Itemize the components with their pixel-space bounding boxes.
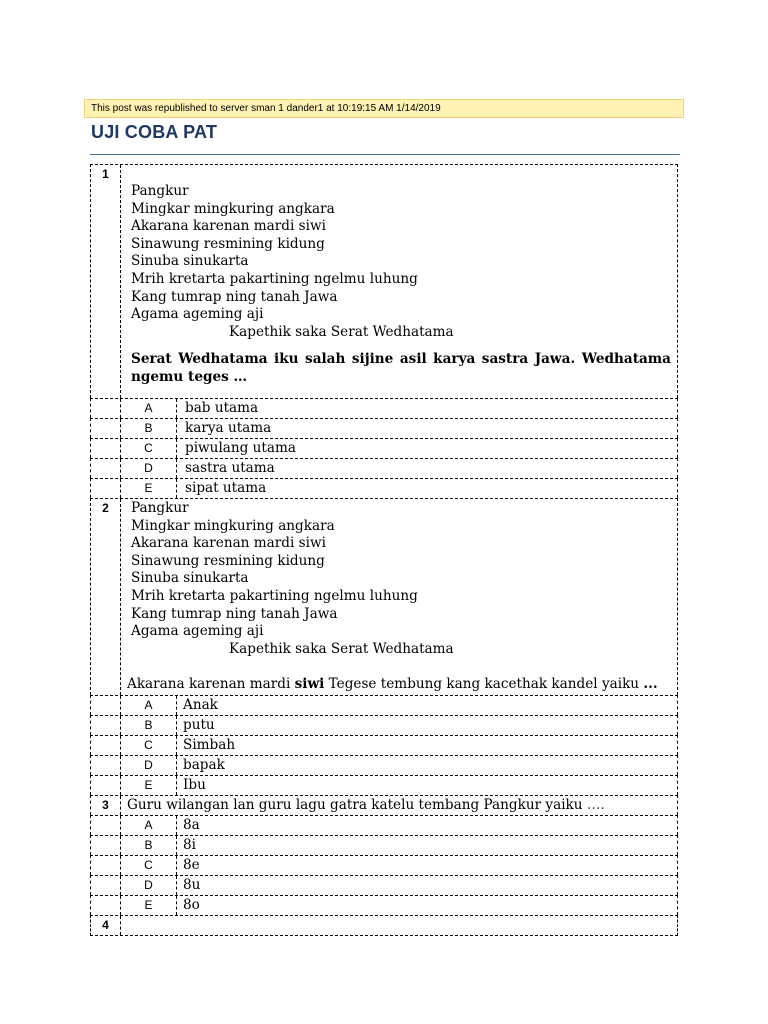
poem-line: Sinuba sinukarta [131, 570, 249, 587]
option-row[interactable] [90, 398, 678, 418]
title-underline [90, 154, 680, 155]
option-text: sipat utama [185, 480, 267, 496]
option-text: 8o [183, 897, 200, 913]
question-number: 3 [91, 796, 121, 815]
option-row[interactable] [90, 735, 678, 755]
option-row[interactable] [90, 895, 678, 915]
poem-line: Pangkur [131, 183, 189, 199]
option-letter: E [121, 479, 177, 498]
poem-line: Mingkar mingkuring angkara [131, 517, 335, 534]
option-row[interactable] [90, 755, 678, 775]
question-body [121, 916, 677, 935]
option-letter: C [121, 439, 177, 458]
option-text: karya utama [185, 420, 272, 436]
option-text: Anak [183, 697, 218, 713]
option-text: 8e [183, 857, 200, 873]
option-text: Ibu [183, 777, 206, 793]
question-row [90, 164, 678, 398]
option-text: Simbah [183, 737, 236, 753]
poem-line: Agama ageming aji [131, 623, 264, 640]
option-row[interactable] [90, 835, 678, 855]
option-text: putu [183, 717, 215, 733]
option-row[interactable] [90, 458, 678, 478]
option-letter: B [121, 419, 177, 438]
option-text: bapak [183, 757, 225, 773]
option-letter: C [121, 856, 177, 875]
option-letter: A [121, 816, 177, 835]
question-row [90, 915, 678, 936]
question-body [121, 796, 677, 815]
poem-line: Mingkar mingkuring angkara [131, 200, 335, 217]
option-row[interactable] [90, 478, 678, 498]
poem-line: Kang tumrap ning tanah Jawa [131, 605, 338, 622]
option-letter: A [121, 696, 177, 715]
poem-line: Sinawung resmining kidung [131, 235, 325, 252]
option-row[interactable] [90, 815, 678, 835]
poem-line: Kang tumrap ning tanah Jawa [131, 288, 338, 305]
poem-line: Mrih kretarta pakartining ngelmu luhung [131, 270, 418, 287]
question-text: Guru wilangan lan guru lagu gatra katelu tembang Pangkur yaiku [127, 797, 583, 813]
option-letter: A [121, 399, 177, 418]
poem-line: Sinuba sinukarta [131, 253, 249, 270]
poem-line: Sinawung resmining kidung [131, 552, 325, 569]
question-number: 2 [91, 499, 121, 695]
option-row[interactable] [90, 418, 678, 438]
option-letter: C [121, 736, 177, 755]
option-row[interactable] [90, 775, 678, 795]
poem-line: Pangkur [131, 500, 189, 516]
option-letter: D [121, 876, 177, 895]
question-text: Serat Wedhatama iku salah sijine asil karya sastra Jawa. Wedhatama ngemu teges … [131, 351, 671, 385]
question-row [90, 498, 678, 695]
option-row[interactable] [90, 695, 678, 715]
question-text-bold: siwi [294, 676, 325, 693]
poem-line: Akarana karenan mardi siwi [131, 535, 326, 552]
question-text-end: ... [643, 676, 658, 693]
option-letter: D [121, 459, 177, 478]
poem-citation: Kapethik saka Serat Wedhatama [229, 640, 454, 657]
question-number: 4 [91, 916, 121, 935]
option-text: piwulang utama [185, 440, 296, 456]
option-text: bab utama [185, 400, 259, 416]
option-text: 8u [183, 877, 201, 893]
page-title: UJI COBA PAT [91, 122, 218, 142]
question-text [127, 676, 671, 694]
option-letter: E [121, 896, 177, 915]
republish-banner: This post was republished to server sman 1 dander1 at 10:19:15 AM 1/14/2019 [84, 99, 684, 118]
option-text: 8i [183, 837, 196, 853]
question-table [90, 164, 678, 936]
poem-line: Akarana karenan mardi siwi [131, 218, 326, 235]
question-body [121, 499, 677, 695]
option-row[interactable] [90, 855, 678, 875]
poem-line: Mrih kretarta pakartining ngelmu luhung [131, 587, 418, 604]
option-letter: D [121, 756, 177, 775]
option-letter: B [121, 716, 177, 735]
question-text-post: Tegese tembung kang kacethak kandel yaiku [324, 676, 644, 693]
question-text-pre: Akarana karenan mardi [127, 676, 295, 693]
option-row[interactable] [90, 715, 678, 735]
poem-line: Agama ageming aji [131, 306, 264, 323]
option-letter: B [121, 836, 177, 855]
option-text: sastra utama [185, 460, 275, 476]
option-letter: E [121, 776, 177, 795]
poem-citation: Kapethik saka Serat Wedhatama [229, 323, 454, 340]
question-number: 1 [91, 165, 121, 398]
question-row [90, 795, 678, 815]
question-body [121, 165, 677, 398]
question-text-end: …. [586, 797, 605, 813]
option-text: 8a [183, 817, 200, 833]
option-row[interactable] [90, 438, 678, 458]
option-row[interactable] [90, 875, 678, 895]
